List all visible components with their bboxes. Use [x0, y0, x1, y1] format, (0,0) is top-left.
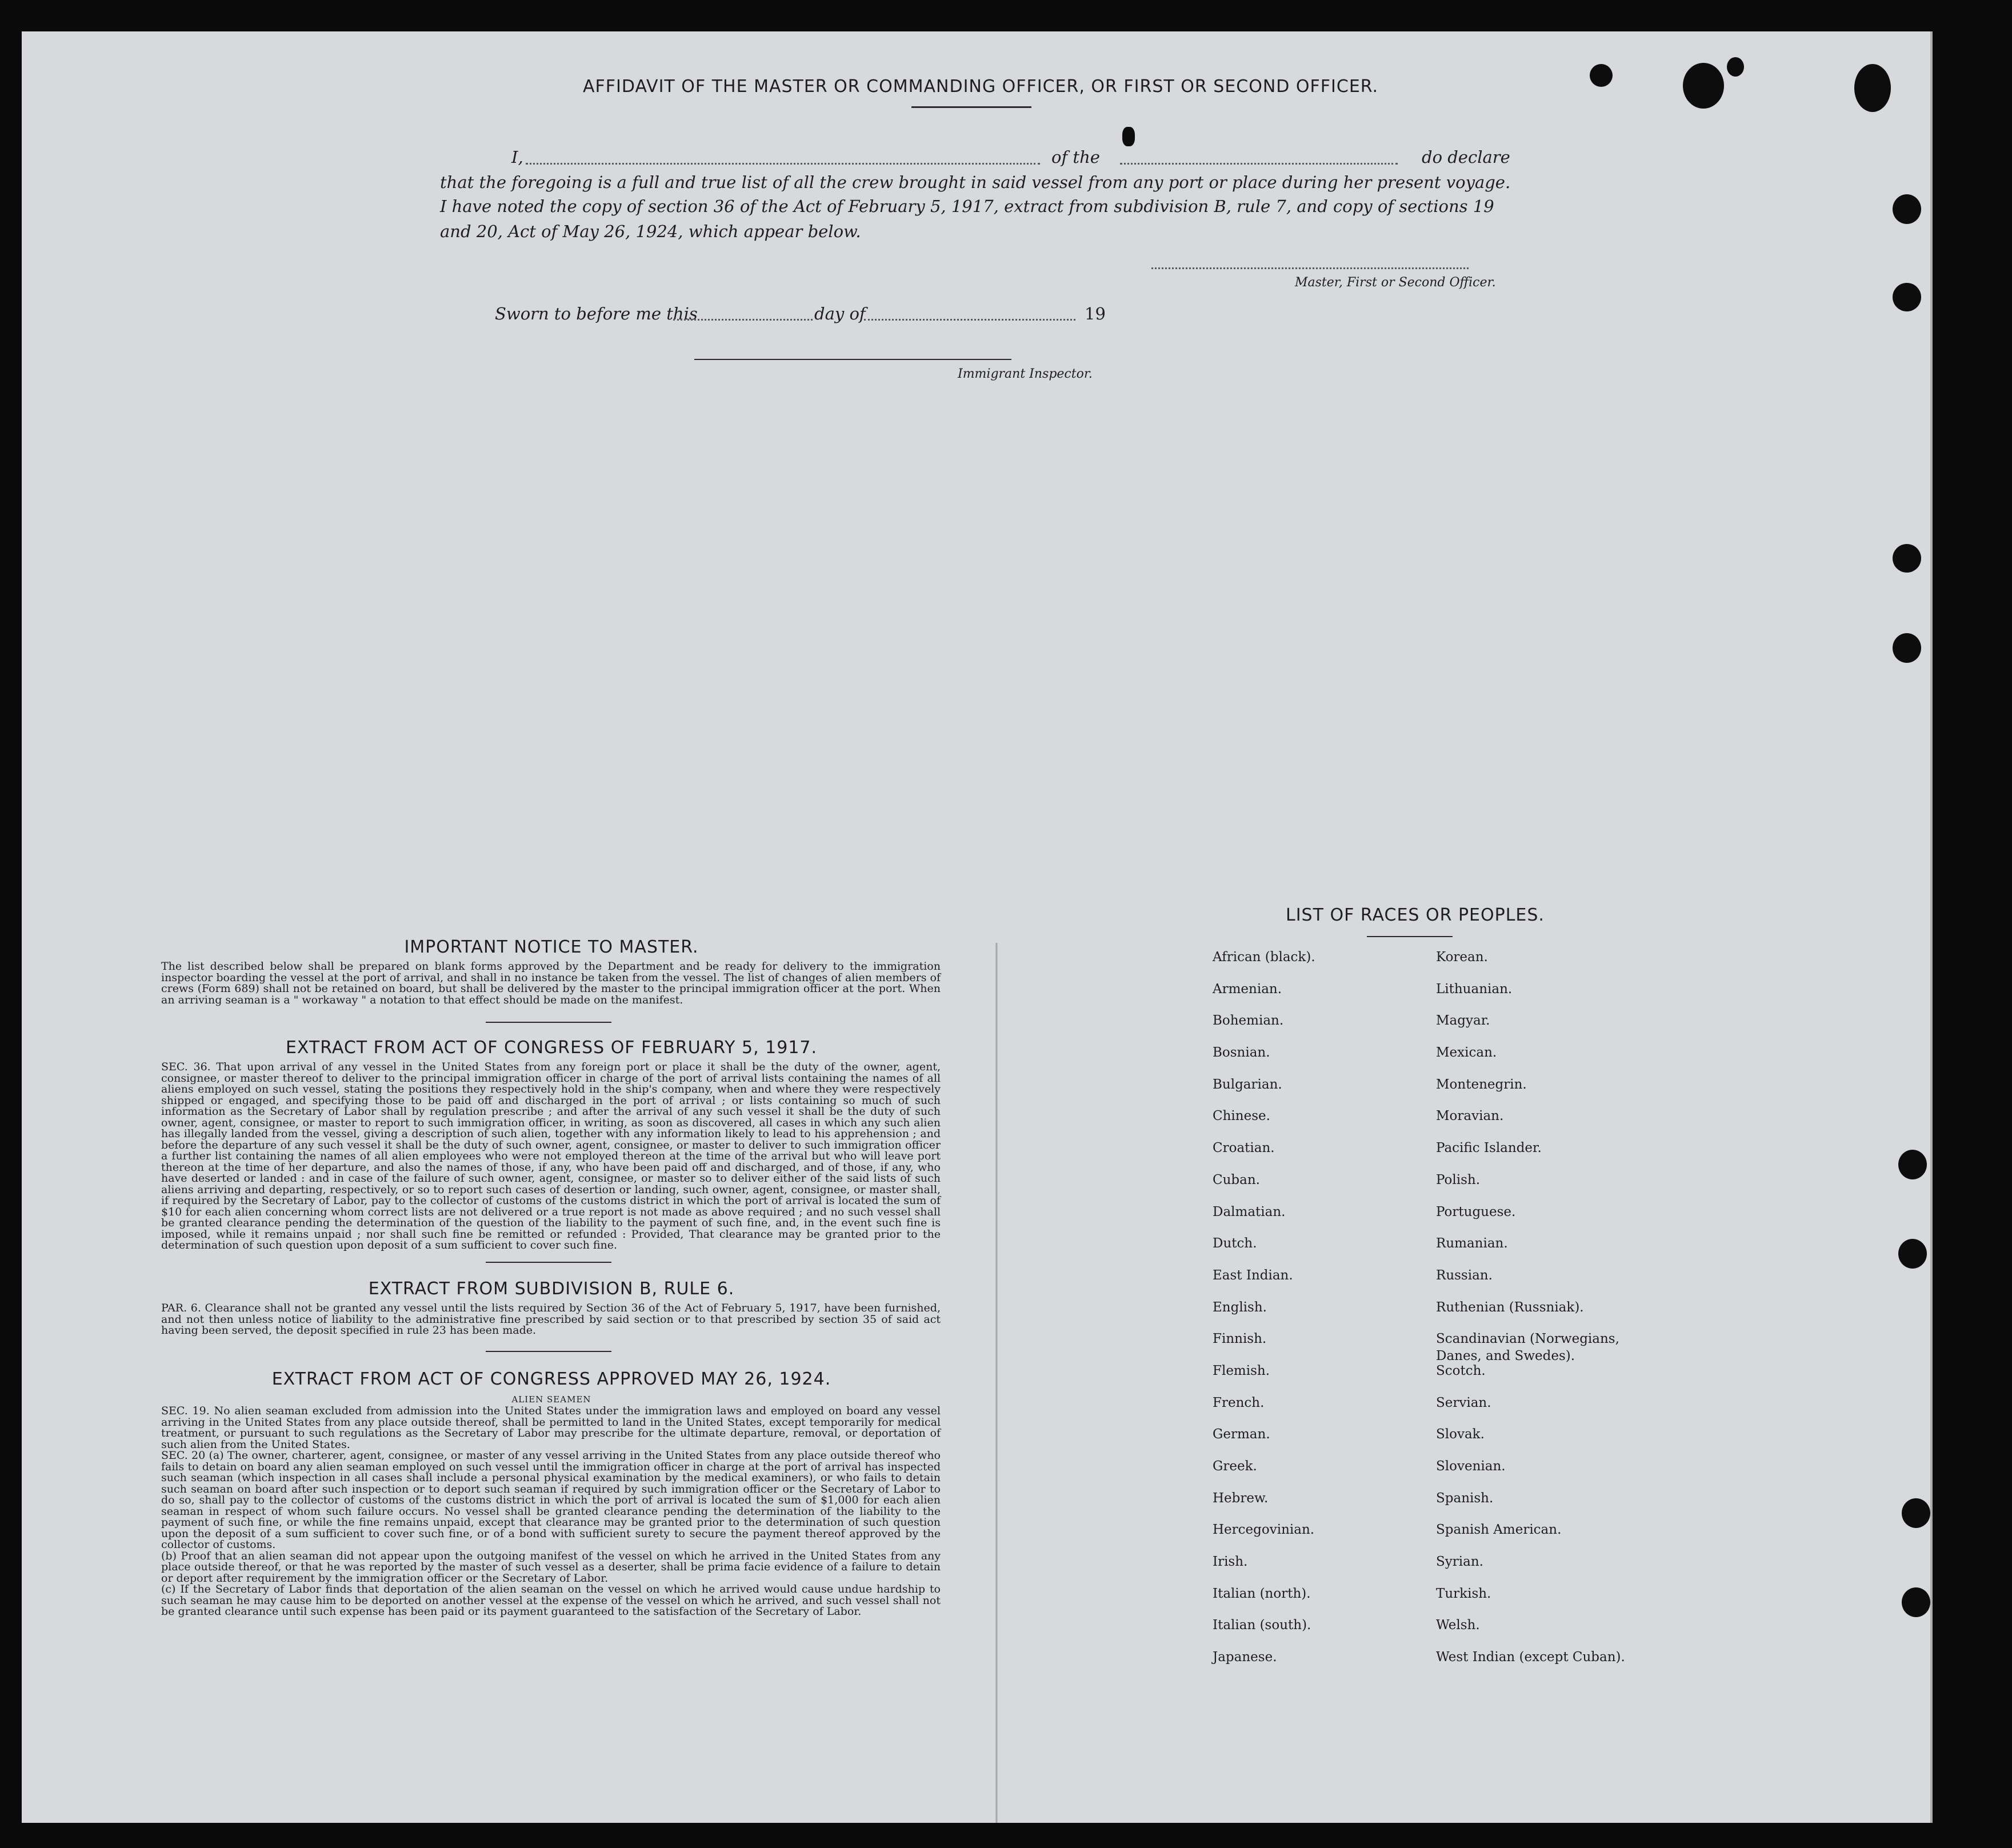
affidavit-heading: AFFIDAVIT OF THE MASTER OR COMMANDING OFFICER, OR FIRST OR SECOND OFFICER.	[583, 77, 1379, 97]
heading-rule	[911, 106, 1031, 108]
race-item: Polish.	[1436, 1172, 1481, 1187]
inspector-caption: Immigrant Inspector.	[958, 367, 1093, 381]
race-item: Scandinavian (Norwegians, Danes, and Swedes).	[1436, 1331, 1619, 1364]
race-item: Montenegrin.	[1436, 1077, 1527, 1092]
sec-20b-text: (b) Proof that an alien seaman did not appear upon the outgoing manifest of the vessel on which he arrived in the United States from any place outside thereof, or that he was reported by the master of such vessel as a deserter, shall be prima facie evidence of a failure to detain or deport after requirement by the immigration officer or the Secretary of Labor.	[161, 1549, 941, 1585]
race-item: East Indian.	[1213, 1267, 1293, 1283]
punch-hole	[1893, 544, 1921, 573]
race-item: Bohemian.	[1213, 1013, 1284, 1029]
race-item: Spanish.	[1436, 1490, 1494, 1506]
sec-20c-text: (c) If the Secretary of Labor finds that deportation of the alien seaman on the vessel on which he arrived would cause undue hardship to such seaman he may cause him to be deported on another vessel at the expense of the vessel on which he arrived, and such vessel shall not be granted clearance until such expense has been paid or its payment guaranteed to the satisfaction of the Secretary of Labor.	[161, 1583, 941, 1618]
vessel-of-the-label: of the	[1051, 147, 1100, 167]
extract-rule6-text: PAR. 6. Clearance shall not be granted any vessel until the lists required by Section 36 of the Act of February 5, 1917, have been furnished, and not then unless notice of liability to the administrative fine prescribed by said section or to that prescribed by section 35 of said act having been served, the deposit specified in rule 23 has been made.	[161, 1302, 941, 1337]
extract-1924-heading: EXTRACT FROM ACT OF CONGRESS APPROVED MAY 26, 1924.	[271, 1369, 831, 1389]
punch-hole	[1893, 194, 1921, 224]
race-item: Flemish.	[1213, 1363, 1270, 1378]
punch-hole	[1590, 64, 1613, 87]
extract-1924-body	[161, 1406, 941, 1618]
sworn-day-field[interactable]	[673, 319, 813, 321]
race-item: Greek.	[1213, 1459, 1257, 1474]
race-item: Dutch.	[1213, 1236, 1257, 1251]
race-item: French.	[1213, 1395, 1265, 1410]
punch-hole	[1683, 63, 1724, 109]
race-item: Armenian.	[1213, 981, 1282, 997]
race-item: Moravian.	[1436, 1109, 1504, 1124]
race-item: Slovenian.	[1436, 1459, 1506, 1474]
sworn-label: Sworn to before me this	[495, 304, 698, 323]
ink-mark	[1122, 127, 1135, 146]
declaration-line-2: that the foregoing is a full and true list of all the crew brought in said vessel from any port or place during her present voyage.	[440, 173, 1511, 192]
race-item: Chinese.	[1213, 1109, 1270, 1124]
race-item: Italian (north).	[1213, 1586, 1311, 1601]
declaration-line-3: I have noted the copy of section 36 of the Act of February 5, 1917, extract from subdivision B, rule 7, and copy of sections 19	[440, 197, 1494, 216]
day-of-label: day of	[814, 304, 866, 323]
vessel-name-field[interactable]	[1120, 163, 1398, 165]
notice-heading: IMPORTANT NOTICE TO MASTER.	[404, 937, 699, 957]
races-column-2	[1436, 949, 1653, 1681]
alien-seamen-subheading: ALIEN SEAMEN	[511, 1394, 591, 1405]
races-heading-rule	[1367, 936, 1453, 937]
race-item: Lithuanian.	[1436, 981, 1513, 997]
race-item: Mexican.	[1436, 1045, 1497, 1061]
race-item: Syrian.	[1436, 1554, 1483, 1570]
race-item: Ruthenian (Russniak).	[1436, 1299, 1584, 1315]
race-item: Finnish.	[1213, 1331, 1267, 1347]
race-item: Hercegovinian.	[1213, 1522, 1315, 1538]
race-item: Slovak.	[1436, 1427, 1485, 1442]
punch-hole	[1898, 1239, 1927, 1269]
punch-hole	[1727, 57, 1744, 77]
punch-hole	[1854, 64, 1891, 112]
extract-rule6-heading: EXTRACT FROM SUBDIVISION B, RULE 6.	[368, 1279, 735, 1299]
master-signature-line[interactable]	[1151, 267, 1469, 269]
page-fold	[995, 943, 998, 1823]
inspector-signature-line[interactable]	[694, 359, 1011, 360]
declarant-name-field[interactable]	[526, 163, 1040, 165]
year-label: 19	[1085, 304, 1106, 323]
punch-hole	[1893, 283, 1921, 311]
sworn-month-field[interactable]	[864, 319, 1075, 321]
race-item: Japanese.	[1213, 1650, 1277, 1665]
declaration-line-4: and 20, Act of May 26, 1924, which appear below.	[440, 222, 861, 241]
race-item: Rumanian.	[1436, 1236, 1508, 1251]
section-divider	[486, 1022, 611, 1023]
races-heading: LIST OF RACES OR PEOPLES.	[1286, 905, 1545, 925]
section-divider	[486, 1262, 611, 1263]
declarant-label: I,	[511, 147, 523, 167]
race-item: Scotch.	[1436, 1363, 1486, 1378]
notice-text: The list described below shall be prepared on blank forms approved by the Department and be ready for delivery to the immigration inspector boarding the vessel at the port of arrival, and shall in no instance be taken from the vessel. The list of changes of alien members of crews (Form 689) shall not be retained on board, but shall be delivered by the master to the principal immigration officer at the port. When an arriving seaman is a " workaway " a notation to that effect should be made on the manifest.	[161, 960, 941, 1006]
race-item: German.	[1213, 1427, 1270, 1442]
race-item: Pacific Islander.	[1436, 1141, 1542, 1156]
race-item: African (black).	[1213, 950, 1315, 965]
race-item: Turkish.	[1436, 1586, 1491, 1601]
section-divider	[486, 1351, 611, 1352]
race-item: Bosnian.	[1213, 1045, 1270, 1061]
race-item: Italian (south).	[1213, 1618, 1311, 1633]
race-item: Cuban.	[1213, 1172, 1260, 1187]
race-item: Dalmatian.	[1213, 1204, 1286, 1219]
races-column-1	[1213, 949, 1430, 1681]
race-item: Magyar.	[1436, 1013, 1490, 1029]
master-caption: Master, First or Second Officer.	[1295, 275, 1496, 290]
race-item: Irish.	[1213, 1554, 1248, 1570]
do-declare-label: do declare	[1422, 147, 1510, 167]
race-item: Russian.	[1436, 1267, 1493, 1283]
race-item: Hebrew.	[1213, 1490, 1269, 1506]
punch-hole	[1898, 1150, 1927, 1179]
race-item: Spanish American.	[1436, 1522, 1562, 1538]
race-item: Servian.	[1436, 1395, 1491, 1410]
race-item: Welsh.	[1436, 1618, 1480, 1633]
race-item: Portuguese.	[1436, 1204, 1516, 1219]
sec-20a-text: SEC. 20 (a) The owner, charterer, agent, consignee, or master of any vessel arriving in the United States from any place outside thereof who fails to detain on board any alien seaman employed on such vessel until the immigration officer in charge at the port of arrival has inspected such seaman (which inspection in all cases shall include a personal physical examination by the medical examiners), or who fails to detain such seaman on board after such inspection or to deport such seaman if required by such immigration officer or the Secretary of Labor to do so, shall pay to the collector of customs of the customs district in which the port of arrival is located the sum of $1,000 for each alien seaman in respect of whom such failure occurs. No vessel shall be granted clearance pending the determination of the liability to the payment of such fine, or while the fine remains unpaid, except that clearance may be granted prior to the determination of such question upon the deposit of a sum sufficient to cover such fine, or of a bond with sufficient surety to secure the payment thereof approved by the collector of customs.	[161, 1449, 941, 1551]
race-item: Croatian.	[1213, 1141, 1275, 1156]
race-item: Bulgarian.	[1213, 1077, 1282, 1092]
sec-19-text: SEC. 19. No alien seaman excluded from admission into the United States under the immigration laws and employed on board any vessel arriving in the United States from any place outside thereof, shall be permitted to land in the United States, except temporarily for medical treatment, or pursuant to such regulations as the Secretary of Labor may prescribe for the ultimate departure, removal, or deportation of such alien from the United States.	[161, 1405, 941, 1451]
punch-hole	[1902, 1498, 1930, 1528]
race-item: Korean.	[1436, 950, 1488, 965]
race-item: English.	[1213, 1299, 1267, 1315]
punch-hole	[1902, 1587, 1930, 1617]
extract-1917-heading: EXTRACT FROM ACT OF CONGRESS OF FEBRUARY 5, 1917.	[285, 1038, 818, 1058]
race-item: West Indian (except Cuban).	[1436, 1650, 1625, 1665]
punch-hole	[1893, 633, 1921, 663]
extract-1917-text: SEC. 36. That upon arrival of any vessel in the United States from any foreign port or place it shall be the duty of the owner, agent, consignee, or master thereof to deliver to the principal immigration officer in charge of the port of arrival lists containing the names of all aliens employed on such vessel, stating the positions they respectively hold in the ship's company, when and where they were respectively shipped or engaged, and specifying those to be paid off and discharged in the port of arrival ; or lists containing so much of such information as the Secretary of Labor shall by regulation prescribe ; and after the arrival of any such vessel it shall be the duty of such owner, agent, consignee, or master to report to such immigration officer, in writing, as soon as discovered, all cases in which any such alien has illegally landed from the vessel, giving a description of such alien, together with any information likely to lead to his apprehension ; and before the departure of any such vessel it shall be the duty of such owner, agent, consignee, or master to deliver to such immigration officer a further list containing the names of all alien employees who were not employed thereon at the time of the arrival but who will leave port thereon at the time of her departure, and also the names of those, if any, who have been paid off and discharged, and of those, if any, who have deserted or landed : and in case of the failure of such owner, agent, consignee, or master so to deliver either of the said lists of such aliens arriving and departing, respectively, or so to report such cases of desertion or landing, such owner, agent, consignee, or master shall, if required by the Secretary of Labor, pay to the collector of customs of the customs district in which the port of arrival is located the sum of $10 for each alien concerning whom correct lists are not delivered or a true report is not made as above required ; and no such vessel shall be granted clearance pending the determination of the question of the liability to the payment of such fine, and, in the event such fine is imposed, while it remains unpaid ; nor shall such fine be remitted or refunded : Provided, That clearance may be granted prior to the determination of such question upon deposit of a sum sufficient to cover such fine.	[161, 1061, 941, 1251]
